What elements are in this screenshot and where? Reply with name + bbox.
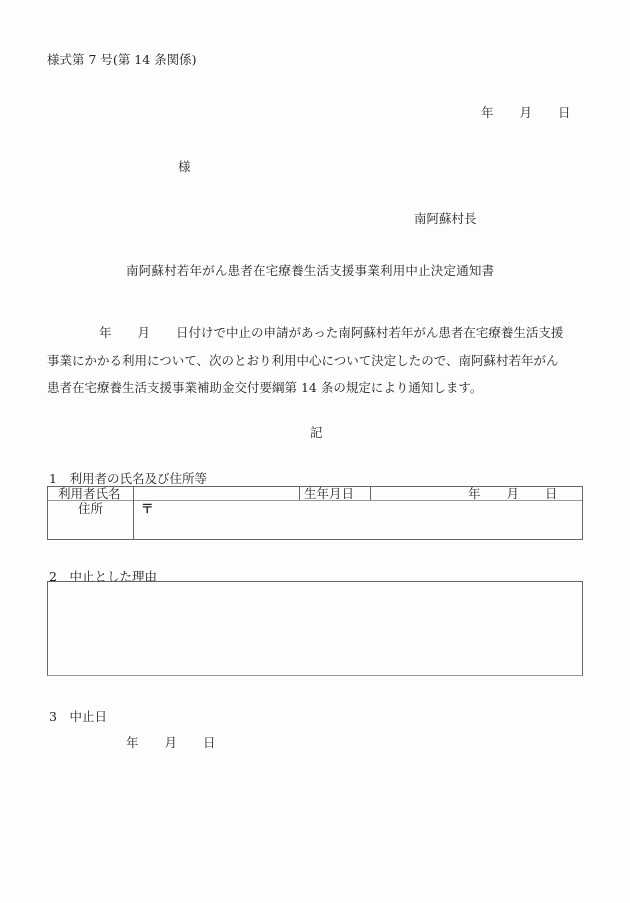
body-date-month: 月 [137,325,151,340]
ki-heading: 記 [310,425,323,440]
form-number: 様式第 7 号(第 14 条関係) [47,52,197,67]
reason-field[interactable] [47,581,583,676]
stop-date-month: 月 [164,735,178,750]
issuer: 南阿蘇村長 [414,211,477,226]
notice-date-month: 月 [519,105,533,120]
section-3-heading: 3 中止日 [49,709,107,724]
addressee: 様 [178,159,191,174]
table-divider [299,487,300,500]
birthdate-month: 月 [506,486,520,501]
user-info-table [47,486,583,540]
section-1-heading: 1 利用者の氏名及び住所等 [49,471,207,486]
birthdate-field[interactable] [468,487,558,500]
body-line-1 [47,319,587,347]
table-divider [370,487,371,500]
document-title: 南阿蘇村若年がん患者在宅療養生活支援事業利用中止決定通知書 [126,263,495,278]
notice-date-day: 日 [558,105,571,120]
birthdate-label: 生年月日 [304,486,355,501]
body-line-3: 患者在宅療養生活支援事業補助金交付要綱第 14 条の規定により通知します。 [47,380,483,395]
name-label: 利用者氏名 [58,486,121,501]
body-line-1-text: 日付けで中止の申請があった南阿蘇村若年がん患者在宅療養生活支援 [176,325,564,340]
section-2-heading: 2 中止とした理由 [49,569,157,584]
address-field[interactable] [158,502,578,538]
postal-mark-icon: 〒 [141,501,154,516]
address-label: 住所 [78,501,104,516]
body-date-year: 年 [99,325,112,340]
table-divider [133,487,134,539]
birthdate-year: 年 [468,486,481,501]
stop-date-day: 日 [203,735,216,750]
body-paragraph [47,319,587,402]
stop-date [126,736,216,750]
stop-date-year: 年 [126,735,139,750]
birthdate-day: 日 [545,486,558,501]
body-line-2: 事業にかかる利用について、次のとおり利用中心について決定したので、南阿蘇村若年がん [47,352,559,368]
notice-date [481,106,571,120]
notice-date-year: 年 [481,105,494,120]
name-field[interactable] [136,487,296,500]
